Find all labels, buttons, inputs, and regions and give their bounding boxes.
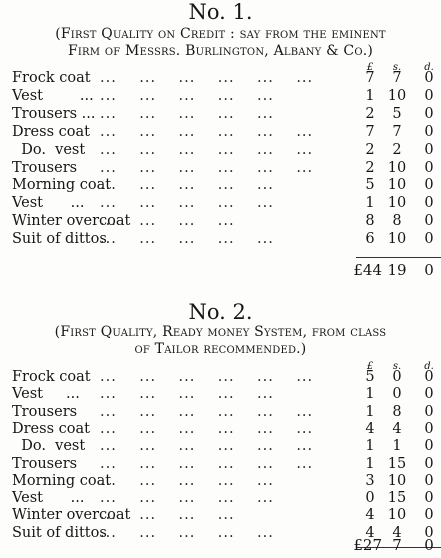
item-label: Do. vest [12, 438, 86, 455]
item-label: Winter overcoat [12, 213, 131, 230]
pence-value: 0 [424, 87, 434, 104]
shillings-value: 4 [392, 524, 402, 541]
pence-value: 0 [424, 472, 434, 489]
leader-dots: ... ... ... ... ... [100, 231, 274, 248]
table-row [0, 177, 441, 194]
item-label: Trousers ... [12, 105, 96, 122]
pence-value: 0 [424, 141, 434, 158]
leader-dots: ... ... ... ... ... ... [100, 141, 314, 158]
shillings-value: 15 [387, 455, 407, 472]
pounds-value: 7 [365, 70, 375, 86]
shillings-value: 7 [392, 70, 402, 86]
item-label: Frock coat [12, 369, 91, 385]
shillings-header: s. [392, 361, 402, 372]
pounds-value: 4 [365, 524, 375, 541]
leader-dots: ... ... ... ... ... [100, 386, 274, 403]
shillings-value: 7 [392, 123, 402, 140]
shillings-value: 10 [387, 177, 407, 194]
table-row [0, 507, 441, 524]
pence-value: 0 [424, 403, 434, 420]
table-row [0, 386, 441, 403]
table-row [0, 473, 441, 490]
pence-value: 0 [424, 123, 434, 140]
table1-total-row [0, 261, 441, 279]
pounds-header: £ [366, 62, 374, 73]
table-row [0, 124, 441, 141]
table-row [0, 490, 441, 507]
leader-dots: ... ... ... ... ... [100, 105, 274, 122]
table1-subtitle-line2: Firm of Messrs. Burlington, Albany & Co.) [67, 43, 374, 59]
table2-subtitle-line2: of Tailor recommended.) [134, 341, 307, 357]
table-row [0, 142, 441, 159]
table-row [0, 70, 441, 87]
shillings-value: 10 [387, 231, 407, 248]
leader-dots: ... ... ... ... ... [100, 524, 274, 541]
pence-value: 0 [424, 231, 434, 248]
item-label: Trousers [12, 455, 78, 472]
shillings-value: 0 [392, 386, 402, 403]
leader-dots: ... ... ... ... ... ... [100, 123, 314, 140]
item-label: Vest ... [12, 195, 85, 212]
item-label: Morning coat [12, 177, 112, 194]
table-row [0, 404, 441, 421]
leader-dots: ... ... ... ... [100, 507, 235, 524]
item-label: Trousers [12, 403, 78, 420]
pounds-value: 0 [365, 490, 375, 507]
leader-dots: ... ... ... ... ... ... [100, 70, 314, 86]
table2-total-row [0, 536, 441, 554]
table2-total-shillings: 7 [392, 536, 402, 554]
pounds-value: 2 [365, 159, 375, 176]
table-row [0, 231, 441, 248]
table1-total-pounds: £44 [353, 261, 382, 279]
table1-title: No. 1. [188, 0, 253, 24]
table-row [0, 421, 441, 438]
table-row [0, 438, 441, 455]
shillings-value: 10 [387, 507, 407, 524]
item-label: Suit of dittos [12, 231, 107, 248]
pounds-value: 5 [365, 177, 375, 194]
shillings-value: 15 [387, 490, 407, 507]
pounds-value: 1 [365, 403, 375, 420]
pounds-value: 1 [365, 87, 375, 104]
table-row [0, 369, 441, 386]
shillings-value: 2 [392, 141, 402, 158]
table2-total-pence: 0 [424, 536, 434, 554]
item-label: Vest ... [12, 386, 80, 403]
pence-value: 0 [424, 490, 434, 507]
item-label: Vest ... [12, 490, 85, 507]
shillings-value: 10 [387, 195, 407, 212]
pence-value: 0 [424, 195, 434, 212]
item-label: Suit of dittos [12, 524, 107, 541]
pounds-value: 2 [365, 105, 375, 122]
pounds-value: 1 [365, 195, 375, 212]
table2-total-pounds: £27 [353, 536, 382, 554]
shillings-header: s. [392, 62, 402, 73]
shillings-value: 4 [392, 420, 402, 437]
shillings-value: 10 [387, 472, 407, 489]
pounds-header: £ [366, 361, 374, 372]
table-row [0, 195, 441, 212]
shillings-value: 10 [387, 159, 407, 176]
item-label: Dress coat [12, 123, 90, 140]
table-row [0, 213, 441, 230]
pence-value: 0 [424, 438, 434, 455]
pounds-value: 4 [365, 420, 375, 437]
pounds-value: 8 [365, 213, 375, 230]
shillings-value: 10 [387, 87, 407, 104]
item-label: Trousers [12, 159, 78, 176]
pence-header: d. [424, 361, 434, 372]
shillings-value: 8 [392, 213, 402, 230]
pence-value: 0 [424, 159, 434, 176]
pence-value: 0 [424, 70, 434, 86]
leader-dots: ... ... ... ... ... [100, 177, 274, 194]
leader-dots: ... ... ... ... ... [100, 87, 274, 104]
leader-dots: ... ... ... ... ... ... [100, 420, 314, 437]
pounds-value: 6 [365, 231, 375, 248]
item-label: Dress coat [12, 420, 90, 437]
table1-total-rule [356, 257, 441, 258]
shillings-value: 8 [392, 403, 402, 420]
pence-value: 0 [424, 369, 434, 385]
leader-dots: ... ... ... ... ... [100, 195, 274, 212]
shillings-value: 0 [392, 369, 402, 385]
table1-total-shillings: 19 [387, 261, 407, 279]
pence-value: 0 [424, 455, 434, 472]
pounds-value: 5 [365, 369, 375, 385]
pence-value: 0 [424, 386, 434, 403]
table-row [0, 456, 441, 473]
leader-dots: ... ... ... ... ... ... [100, 438, 314, 455]
leader-dots: ... ... ... ... ... [100, 472, 274, 489]
shillings-value: 1 [392, 438, 402, 455]
table1-subtitle-line1: (First Quality on Credit : say from the eminent [55, 26, 386, 42]
table1-total-pence: 0 [424, 261, 434, 279]
pounds-value: 1 [365, 386, 375, 403]
table-row [0, 88, 441, 105]
pounds-value: 3 [365, 472, 375, 489]
pence-value: 0 [424, 507, 434, 524]
leader-dots: ... ... ... ... ... [100, 490, 274, 507]
item-label: Winter overcoat [12, 507, 131, 524]
pence-value: 0 [424, 524, 434, 541]
pence-header: d. [424, 62, 434, 73]
pence-value: 0 [424, 177, 434, 194]
pounds-value: 2 [365, 141, 375, 158]
shillings-value: 5 [392, 105, 402, 122]
item-label: Frock coat [12, 70, 91, 86]
pence-value: 0 [424, 420, 434, 437]
item-label: Do. vest [12, 141, 86, 158]
pence-value: 0 [424, 105, 434, 122]
table-row [0, 106, 441, 123]
leader-dots: ... ... ... ... ... ... [100, 159, 314, 176]
table2-title: No. 2. [188, 300, 253, 324]
pence-value: 0 [424, 213, 434, 230]
leader-dots: ... ... ... ... ... ... [100, 369, 314, 385]
table-row [0, 160, 441, 177]
pounds-value: 4 [365, 507, 375, 524]
item-label: Vest ... [12, 87, 94, 104]
item-label: Morning coat [12, 472, 112, 489]
table2-subtitle-line1: (First Quality, Ready money System, from class [54, 324, 387, 340]
leader-dots: ... ... ... ... [100, 213, 235, 230]
leader-dots: ... ... ... ... ... ... [100, 455, 314, 472]
pounds-value: 1 [365, 455, 375, 472]
leader-dots: ... ... ... ... ... ... [100, 403, 314, 420]
pounds-value: 7 [365, 123, 375, 140]
pounds-value: 1 [365, 438, 375, 455]
